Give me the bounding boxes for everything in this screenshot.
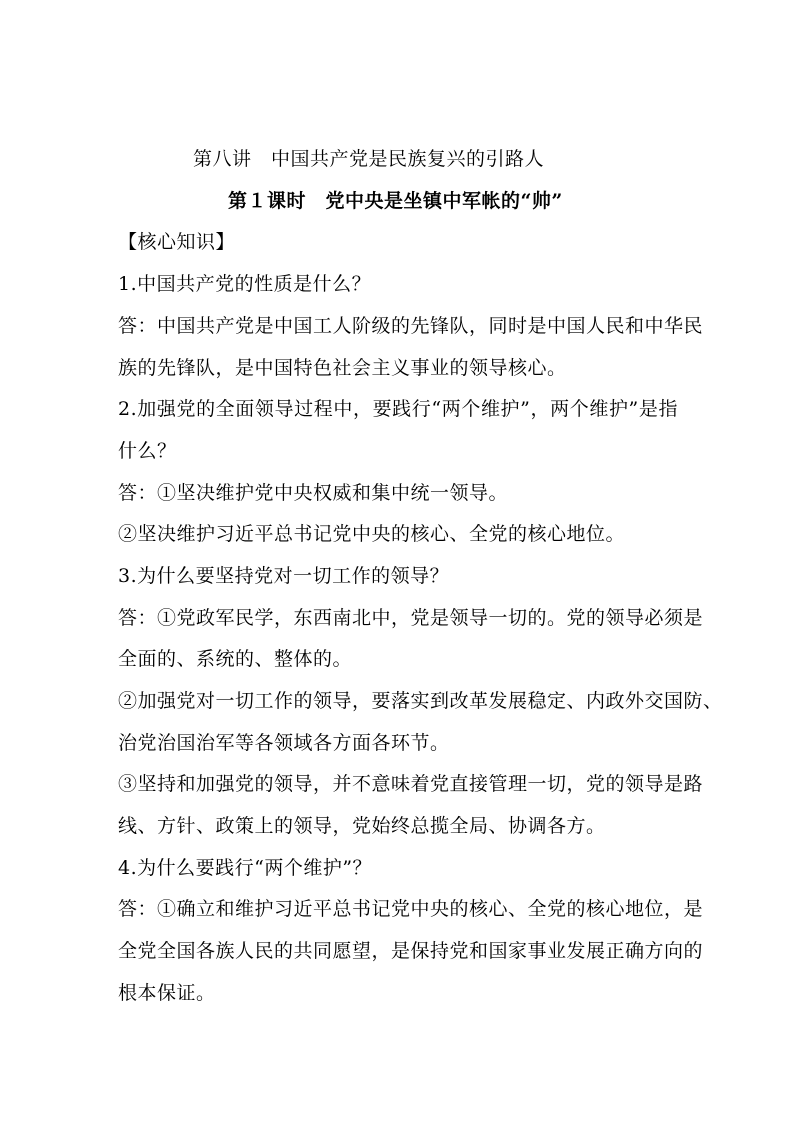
- answer-1-line-1: 答：中国共产党是中国工人阶级的先锋队，同时是中国人民和中华民: [118, 315, 704, 337]
- answer-3-point-3-line-2: 线、方针、政策上的领导，党始终总揽全局、协调各方。: [118, 815, 606, 837]
- question-1: 1.中国共产党的性质是什么？: [118, 273, 372, 295]
- answer-2-point-2: ②坚决维护习近平总书记党中央的核心、全党的核心地位。: [118, 523, 626, 545]
- answer-4-line-1: 答：①确立和维护习近平总书记党中央的核心、全党的核心地位，是: [118, 898, 704, 920]
- question-4: 4.为什么要践行“两个维护”？: [118, 857, 373, 879]
- answer-4-line-2: 全党全国各族人民的共同愿望，是保持党和国家事业发展正确方向的: [118, 940, 704, 962]
- answer-3-point-2-line-2: 治党治国治军等各领域各方面各环节。: [118, 732, 450, 754]
- answer-3-point-2-line-1: ②加强党对一切工作的领导，要落实到改革发展稳定、内政外交国防、: [118, 690, 723, 712]
- answer-3-point-3-line-1: ③坚持和加强党的领导，并不意味着党直接管理一切，党的领导是路: [118, 773, 704, 795]
- question-2-line-2: 什么？: [118, 440, 177, 462]
- answer-2-point-1: 答：①坚决维护党中央权威和集中统一领导。: [118, 482, 509, 504]
- question-3: 3.为什么要坚持党对一切工作的领导？: [118, 565, 450, 587]
- answer-3-point-1-line-1: 答：①党政军民学，东西南北中，党是领导一切的。党的领导必须是: [118, 607, 704, 629]
- section-heading: 【核心知识】: [118, 231, 236, 253]
- lecture-title: 第八讲 中国共产党是民族复兴的引路人: [193, 148, 545, 170]
- answer-3-point-1-line-2: 全面的、系统的、整体的。: [118, 648, 353, 670]
- question-2-line-1: 2.加强党的全面领导过程中，要践行“两个维护”，两个维护”是指: [118, 398, 678, 420]
- answer-1-line-2: 族的先锋队，是中国特色社会主义事业的领导核心。: [118, 357, 567, 379]
- lesson-subtitle: 第１课时 党中央是坐镇中军帐的“帅”: [228, 190, 563, 212]
- answer-4-line-3: 根本保证。: [118, 982, 216, 1004]
